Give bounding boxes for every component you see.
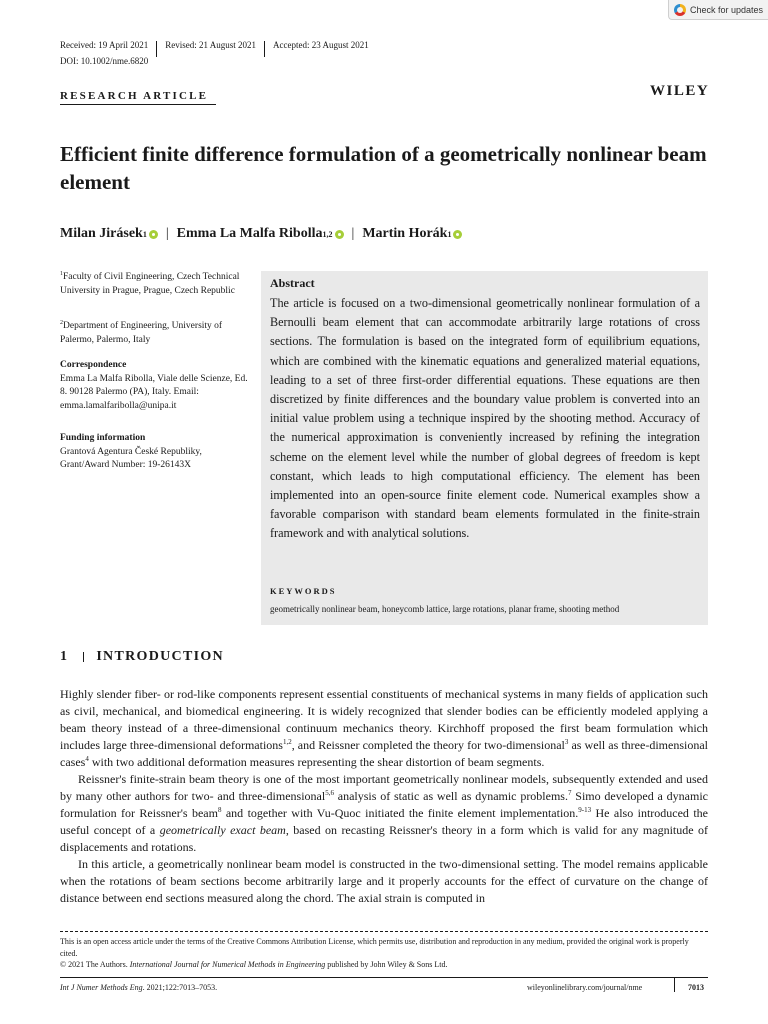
affiliation-text: Faculty of Civil Engineering, Czech Technical University in Prague, Prague, Czech Republic	[60, 272, 240, 296]
author-name: Martin Horák	[362, 226, 448, 241]
license-footnote	[60, 936, 708, 971]
body-text	[60, 686, 708, 907]
license-text: This is an open access article under the terms of the Creative Commons Attribution License, which permits use, distribution and reproduction in any medium, provided the original work is properly cited.	[60, 937, 689, 958]
author-name: Milan Jirásek	[60, 226, 143, 241]
orcid-icon[interactable]	[335, 230, 344, 239]
abstract-text: The article is focused on a two-dimensional geometrically nonlinear formulation of a Bernoulli beam element that can accommodate arbitrarily large rotations of cross sections. The formulation is based on the integrated form of equilibrium equations, which are combined with the kinematic equations and generalized material equations, leading to a set of three first-order differential equations. These equations are then discretized by finite differences and the boundary value problem is converted into an initial value problem using a technique inspired by the shooting method. Accuracy of the numerical approximation is conveniently increased by refining the integration scheme on the element level while the number of global degrees of freedom is kept constant, which leads to high computational efficiency. The element has been implemented into an open-source finite element code. Numerical examples show a favorable comparison with standard beam elements formulated in the finite-strain framework and with analytical solutions.	[270, 296, 700, 541]
correspondence-heading: Correspondence	[60, 360, 127, 370]
check-for-updates-button[interactable]	[668, 0, 768, 20]
section-title: INTRODUCTION	[96, 649, 224, 664]
page-divider	[674, 978, 675, 992]
paragraph: In this article, a geometrically nonlinear beam model is constructed in the two-dimensional setting. The model remains applicable when the rotations of beam sections become arbitrarily large and it properly accounts for the effect of curvature on the change of distance between end sections measured along the chord. The axial strain is computed in	[60, 857, 708, 905]
funding-information	[60, 432, 250, 473]
citation-ref[interactable]: 8	[217, 806, 222, 814]
affiliation-1	[60, 268, 250, 298]
author-list	[60, 226, 462, 242]
crossmark-icon	[674, 4, 686, 16]
emphasis: geometrically exact beam	[159, 823, 286, 837]
paragraph: Highly slender fiber- or rod-like components represent essential constituents of mechanical systems in many fields of application such as civil, mechanical, and biomedical engineering. It is widely recognized that slender bodies can be efficiently modeled applying a beam theory instead of a three-dimensional continuum mechanics theory. Kirchhoff proposed the first beam formulation which includes large three-dimensional deformations$^{1,2}$, and Reissner completed the theory for two-dimensional$^3$ as well as three-dimensional cases$^4$ with two additional deformation measures representing the shear distortion of beam segments.	[60, 687, 708, 769]
accepted-date: Accepted: 23 August 2021	[273, 40, 369, 50]
keywords-heading: KEYWORDS	[270, 586, 337, 596]
author-affiliation: 1	[142, 229, 147, 239]
paper-title: Efficient finite difference formulation of a geometrically nonlinear beam element	[60, 142, 707, 194]
page-number: 7013	[688, 983, 704, 992]
article-type: RESEARCH ARTICLE	[60, 90, 209, 102]
funding-text: Grantová Agentura České Republiky, Grant/Award Number: 19-26143X	[60, 446, 202, 471]
journal-url[interactable]: wileyonlinelibrary.com/journal/nme	[527, 983, 643, 992]
section-heading	[60, 649, 224, 665]
article-dates	[60, 37, 369, 53]
revised-date: Revised: 21 August 2021	[165, 40, 256, 50]
footer-rule	[60, 977, 708, 978]
section-number: 1	[60, 649, 69, 664]
correspondence	[60, 359, 250, 413]
section-divider	[83, 652, 84, 662]
citation-ref[interactable]: 1,2	[282, 738, 292, 746]
article-type-underline	[60, 104, 216, 105]
affiliation-number: 1	[60, 271, 63, 277]
author-separator: |	[165, 226, 169, 241]
funding-heading: Funding information	[60, 433, 146, 443]
citation-ref[interactable]: 3	[564, 738, 569, 746]
keywords-text: geometrically nonlinear beam, honeycomb lattice, large rotations, planar frame, shooting method	[270, 604, 620, 614]
citation-ref[interactable]: 7	[567, 789, 572, 797]
paragraph: Reissner's finite-strain beam theory is one of the most important geometrically nonlinear models, subsequently extended and used by many other authors for two- and three-dimensional$^{5,6}$ analysis of static as well as dynamic problems.$^7$ Simo developed a dynamic formulation for Reissner's beam$^8$ and together with Vu-Quoc initiated the finite element implementation.$^{9-13}$ He also introduced the useful concept of a geometrically exact beam, based on recasting Reissner's theory in a form which is valid for any magnitude of displacements and rotations.	[60, 772, 708, 854]
author-affiliation: 1,2	[322, 229, 333, 239]
author-affiliation: 1	[447, 229, 452, 239]
citation-ref[interactable]: 4	[85, 755, 89, 763]
doi: DOI: 10.1002/nme.6820	[60, 56, 149, 66]
correspondence-text: Emma La Malfa Ribolla, Viale delle Scienze, Ed. 8. 90128 Palermo (PA), Italy. Email: emma.lamalfaribolla@unipa.it	[60, 373, 248, 411]
orcid-icon[interactable]	[453, 230, 462, 239]
affiliation-text: Department of Engineering, University of Palermo, Palermo, Italy	[60, 321, 223, 345]
citation-ref[interactable]: 9-13	[578, 806, 592, 814]
date-divider	[156, 41, 157, 57]
date-divider	[264, 41, 265, 57]
author-separator: |	[351, 226, 355, 241]
check-for-updates-label: Check for updates	[690, 4, 764, 15]
affiliation-2	[60, 317, 250, 347]
abstract-heading: Abstract	[270, 276, 315, 290]
orcid-icon[interactable]	[149, 230, 158, 239]
received-date: Received: 19 April 2021	[60, 40, 149, 50]
footnote-divider	[60, 931, 708, 932]
copyright-text: © 2021 The Authors. International Journal for Numerical Methods in Engineering published by John Wiley & Sons Ltd.	[60, 960, 448, 970]
author-name: Emma La Malfa Ribolla	[176, 226, 323, 241]
citation-ref[interactable]: 5,6	[325, 789, 334, 797]
affiliation-number: 2	[60, 320, 63, 326]
journal-citation: Int J Numer Methods Eng. 2021;122:7013–7053.	[60, 983, 218, 992]
publisher-logo: WILEY	[650, 83, 710, 99]
